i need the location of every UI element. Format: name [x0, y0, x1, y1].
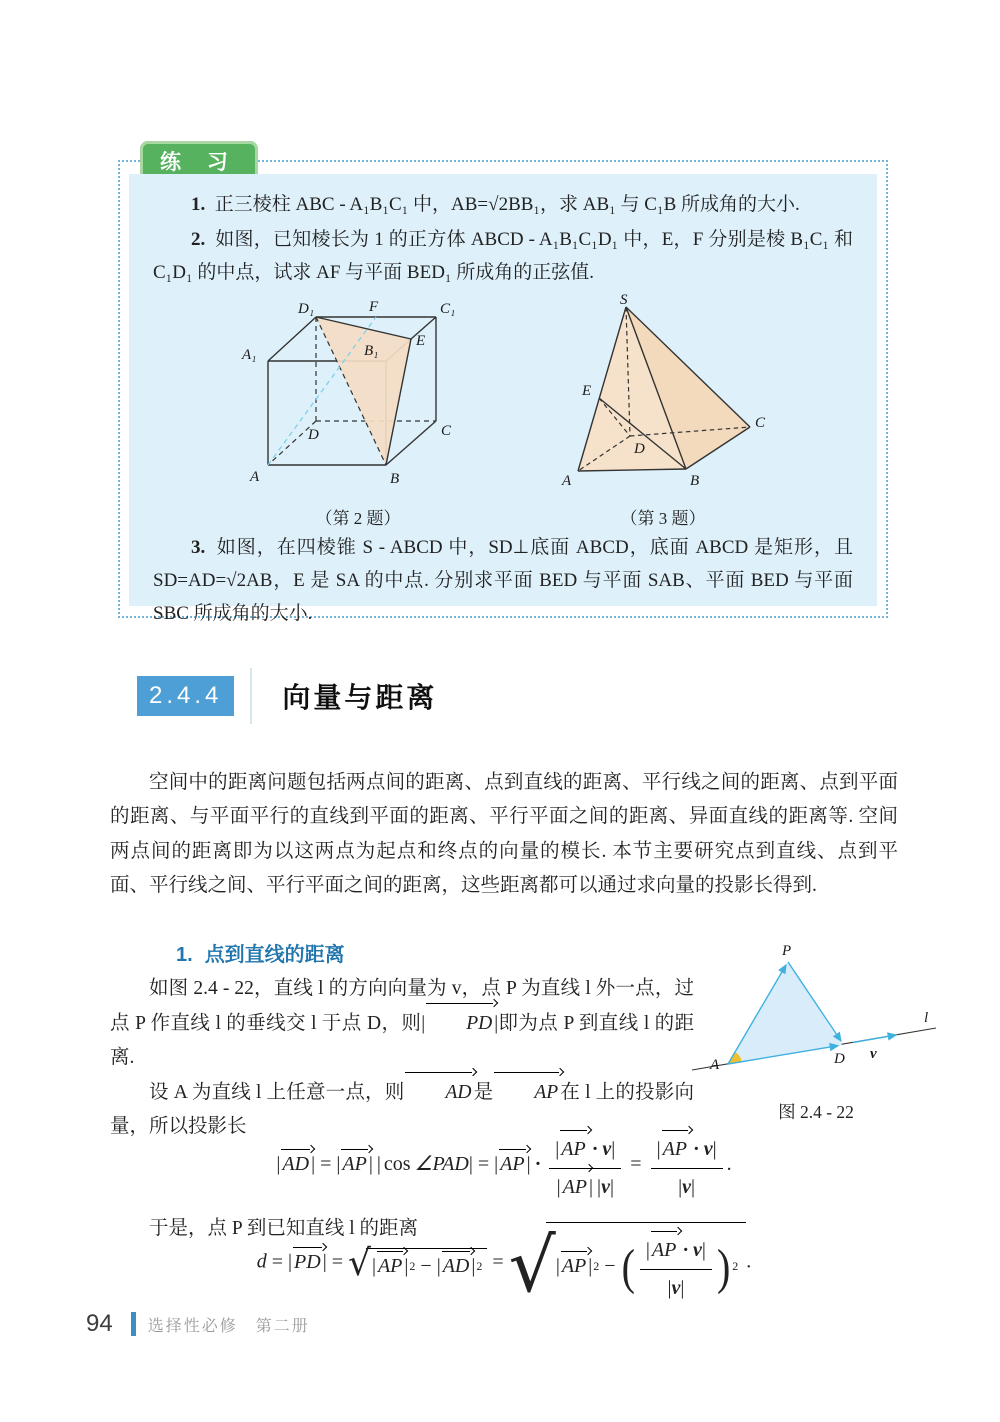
subsection-number: 1. [176, 944, 193, 966]
figure-cube-block [238, 293, 478, 529]
footer-divider [131, 1312, 136, 1336]
cube-figure [238, 293, 478, 493]
footer-book-title: 选择性必修 第二册 [147, 1317, 310, 1335]
pyramid-label-a: A [562, 473, 572, 489]
section-divider [250, 668, 252, 724]
cube-label-a: A [250, 469, 260, 485]
vector-v-arrow [853, 1035, 896, 1043]
fraction-1: $\frac{| AP \cdot v|}{| AP | |v|}$ [549, 1128, 621, 1203]
figure-2-4-22-block [690, 942, 942, 1124]
pyramid-label-d: D [634, 441, 645, 457]
triangle-apd [728, 962, 842, 1064]
page-footer [86, 1310, 310, 1338]
cube-label-b: B [390, 471, 400, 487]
cube-label-d1: D₁ [298, 301, 315, 317]
fig22-label-d: D [834, 1051, 845, 1067]
figure-2-caption: （第 2 题） [315, 509, 401, 528]
sqrt-1: √ | AP | 2 − | AD | 2 [348, 1248, 487, 1278]
fig22-label-p: P [782, 943, 792, 959]
pyramid-label-e: E [582, 383, 592, 399]
fraction-3: $\frac{| AP \cdot v|}{|v|}$ [640, 1229, 712, 1304]
cube-label-b1: B₁ [364, 343, 379, 359]
problem-1-text: 正三棱柱 ABC - A₁B₁C₁ 中，AB=√2BB₁，求 AB₁ 与 C₁B 所成角的大小. [214, 194, 800, 215]
problem-3-number: 3. [191, 537, 206, 558]
cube-label-d: D [308, 427, 319, 443]
fraction-2: $\frac{| AP \cdot v|}{|v|}$ [651, 1128, 723, 1203]
figure-row [153, 293, 853, 529]
intro-paragraph: 空间中的距离问题包括两点间的距离、点到直线的距离、平行线之间的距离、点到平面的距离、与平面平行的直线到平面的距离、平行平面之间的距离、异面直线的距离等. 空间两点间的距离即为以这两点为起点和终点的向量的模长. 本节主要研究点到直线、点到平面、平行线之间、平行平面之间的距离，这些距离都可以通过求向量的投影长得到. [110, 771, 898, 896]
cube-label-f: F [369, 299, 379, 315]
figure-2-4-22 [690, 942, 942, 1092]
section-header [137, 668, 437, 724]
problem-3-text: 如图，在四棱锥 S - ABCD 中，SD⊥底面 ABCD，底面 ABCD 是矩形，且 SD=AD=√2AB，E 是 SA 的中点. 分别求平面 BED 与平面 SAB、平面 BED 与平面 SBC 所成角的大小. [153, 537, 853, 624]
fig22-label-l: l [924, 1010, 929, 1026]
vector-ad: AD [404, 1076, 473, 1111]
formula-distance: d = | PD | = √ | AP | 2 − | AD | 2 = √ | AP | 2 − ( $\frac{| AP \cdot v|}{|v|}$ ) 2 . [256, 1223, 752, 1309]
figure-3-caption: （第 3 题） [620, 509, 706, 528]
subsection-heading [176, 938, 345, 967]
problem-2-number: 2. [191, 229, 206, 250]
section-number: 2.4.4 [137, 676, 234, 716]
practice-box [118, 151, 888, 624]
cube-label-c1: C₁ [440, 301, 456, 317]
figure-2-4-22-caption: 图 2.4 - 22 [778, 1102, 854, 1122]
practice-content [129, 174, 877, 624]
fig22-label-v: v [870, 1046, 877, 1062]
sqrt-2: √ | AP | 2 − ( $\frac{| AP \cdot v|}{|v|}$ ) 2 [509, 1222, 747, 1304]
paragraph-point-line: 如图 2.4 - 22，直线 l 的方向向量为 v，点 P 为直线 l 外一点，过点 P 作直线 l 的垂线交 l 于点 D，则| PD |即为点 P 到直线 l 的距离. [110, 978, 694, 1068]
practice-tab-label: 练 习 [140, 141, 258, 181]
vector-pd: PD [425, 1007, 494, 1042]
figure-pyramid-block [558, 293, 768, 529]
pyramid-label-s: S [620, 293, 628, 308]
pyramid-label-b: B [690, 473, 700, 489]
paragraph-projection: 设 A 为直线 l 上任意一点，则 AD 是 AP 在 l 上的投影向量，所以投影长 [110, 1076, 694, 1145]
cube-label-a1: A₁ [242, 347, 257, 363]
page-number: 94 [86, 1310, 113, 1337]
section-title: 向量与距离 [282, 682, 438, 713]
problem-1 [153, 188, 853, 221]
cube-label-c: C [441, 423, 452, 439]
subsection-title: 点到直线的距离 [204, 944, 345, 966]
problem-3 [153, 531, 853, 630]
pyramid-label-c: C [755, 415, 766, 431]
paragraph-distance-intro: 于是，点 P 到已知直线 l 的距离 [149, 1217, 419, 1239]
problem-1-number: 1. [191, 194, 206, 215]
cube-label-e: E [416, 333, 426, 349]
pyramid-figure [558, 293, 768, 493]
cube-section-plane [316, 317, 411, 465]
fig22-label-a: A [710, 1057, 720, 1073]
vector-ap: AP [493, 1076, 560, 1111]
problem-2 [153, 223, 853, 289]
problem-2-text: 如图，已知棱长为 1 的正方体 ABCD - A₁B₁C₁D₁ 中，E，F 分别是棱 B₁C₁ 和 C₁D₁ 的中点，试求 AF 与平面 BED₁ 所成角的正弦值. [153, 229, 854, 283]
formula-projection-length: | AD | = | AP | | cos ∠PAD| = | AP | · $\frac{| AP \cdot v|}{| AP | |v|}$ = $\frac{| AP \cdot v|}{|v|}$ . [110, 1128, 898, 1203]
body-text-column [110, 972, 694, 1145]
